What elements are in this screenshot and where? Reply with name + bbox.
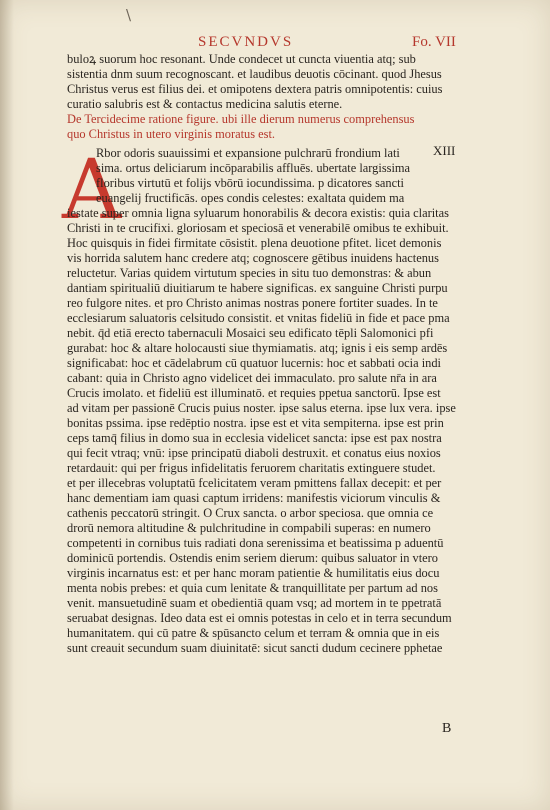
text-line: cabant: quia in Christo agno videlicet dei immaculato. pro salute nr̄a in ara (67, 371, 437, 385)
text-line: vis horrida salutem hanc credere atq; cognoscere gētibus inuidens hactenus (67, 251, 439, 265)
text-line: dantiam spiritualiū diuitiarum te habere significas. ex sanguine Christi purpu (67, 281, 448, 295)
text-line: ecclesiarum saluatoris celsitudo consistit. et vnitas fideliū in fide et pace pma (67, 311, 450, 325)
rubricated-initial: A (62, 143, 122, 238)
text-line: cathenis peccatorū stringit. O Crux sancta. o arbor speciosa. que omnia ce (67, 506, 434, 520)
text-line: qui fecit vtraq; vnū: ipse principatū diaboli destruxit. et conatus eius noxios (67, 446, 441, 460)
chapter-number: XIII (433, 143, 456, 158)
text-line: Hoc quisquis in fidei firmitate cōsistit. plena deuotione pfitet. licet demonis (67, 236, 442, 250)
text-line: iestate super omnia ligna syluarum honorabilis & decora existis: quia claritas (67, 206, 449, 220)
signature-mark: B (442, 721, 452, 736)
text-line: hanc dementiam iam quasi captum irridens: manifestis viciorum vinculis & (67, 491, 441, 505)
text-line: euangelij fructificās. opes condis celestes: exaltata quidem ma (96, 191, 405, 205)
chapter-heading-line: De Tercidecime ratione figure. ubi ille dierum numerus comprehensus (67, 112, 415, 126)
text-line: buloꝝ suorum hoc resonant. Unde condecet ut cuncta viuentia atq; sub (67, 52, 416, 66)
text-line: gurabat: hoc & altare holocausti siue thymiamatis. atq; ignis i eis semp ardēs (67, 341, 448, 355)
text-line: reluctetur. Varias quidem virtutum species in situ tuo demonstras: & abun (67, 266, 432, 280)
folio-number: Fo. VII (412, 34, 456, 50)
text-line: humanitatem. qui cū patre & spūsancto celum et terram & omnia que in eis (67, 626, 440, 640)
text-line: menta nobis prebes: et quia cum lenitate & tranquillitate per partum ad nos (67, 581, 438, 595)
running-head: SECVNDVS (198, 34, 294, 50)
text-line: drorū nemora altitudine & pulchritudine in compabili superas: en numero (67, 521, 431, 535)
text-line: ceps tamq̄ filius in domo sua in ecclesia videlicet sancta: ipse est pax nostra (67, 431, 442, 445)
text-line: sima. ortus deliciarum incōparabilis affluēs. ubertate largissima (96, 161, 411, 175)
top-mark: \ (126, 6, 132, 24)
text-line: nebit. q̄d etiā erecto tabernaculi Mosaici seu edificato tēpli Salomonici pfi (67, 326, 434, 340)
text-line: floribus virtutū et folijs vbōrū iocundissima. p dicatores sancti (96, 176, 404, 190)
text-line: sunt creauit secundum suam diuinitatē: sicut sancti dudum cecinere pphetae (67, 641, 443, 655)
text-line: Rbor odoris suauissimi et expansione pulchrarū frondium lati (96, 146, 400, 160)
text-line: curatio salubris est & contactus medicina salutis eterne. (67, 97, 343, 111)
text-line: bonitas pssima. ipse redēptio nostra. ipse est et vita sempiterna. ipse est prin (67, 416, 444, 430)
text-line: et per illecebras voluptatū fcelicitatem veram pmittens fallax decepit: et per (67, 476, 442, 490)
text-line: Christus verus est filius dei. et omipotens dextera patris omnipotentis: cuius (67, 82, 443, 96)
text-line: Crucis imolato. et fideliū est illuminatō. et requies ppetua sanctorū. Ipse est (67, 386, 441, 400)
text-line: retardauit: qui per frigus infidelitatis feruorem charitatis extinguere studet. (67, 461, 436, 475)
text-line: competenti in cornibus tuis radiati dona serenissima et beatissima p aduentū (67, 536, 444, 550)
text-line: seruabat designas. Ideo data est ei omnis potestas in celo et in terra secundum (67, 611, 452, 625)
text-line: reo fulgore nites. et pro Christo animas nostras ponere fortiter suades. In te (67, 296, 438, 310)
page-gutter-shadow (0, 0, 14, 810)
text-line: venit. mansuetudinē suam et obedientiā quam vsq; ad mortem in te ppetratā (67, 596, 442, 610)
text-line: significabat: hoc et cādelabrum cū quatuor lucernis: hoc et sabbati ocia indi (67, 356, 441, 370)
text-line: ad vitam per passionē Crucis puius noster. ipse salus eterna. ipse lux vera. ipse (67, 401, 456, 415)
text-line: virginis incarnatus est: et per hanc moram patientie & humilitatis eius docu (67, 566, 440, 580)
text-line: Christi in te crucifixi. gloriosam et speciosā et venerabilē omibus te exhibuit. (67, 221, 449, 235)
chapter-heading-line: quo Christus in utero virginis moratus est. (67, 127, 275, 141)
text-line: dominicū portendis. Ostendis enim seriem dierum: quibus saluator in vtero (67, 551, 438, 565)
text-line: sistentia dnm suum recognoscant. et laudibus deuotis cōcinant. quod Jhesus (67, 67, 442, 81)
